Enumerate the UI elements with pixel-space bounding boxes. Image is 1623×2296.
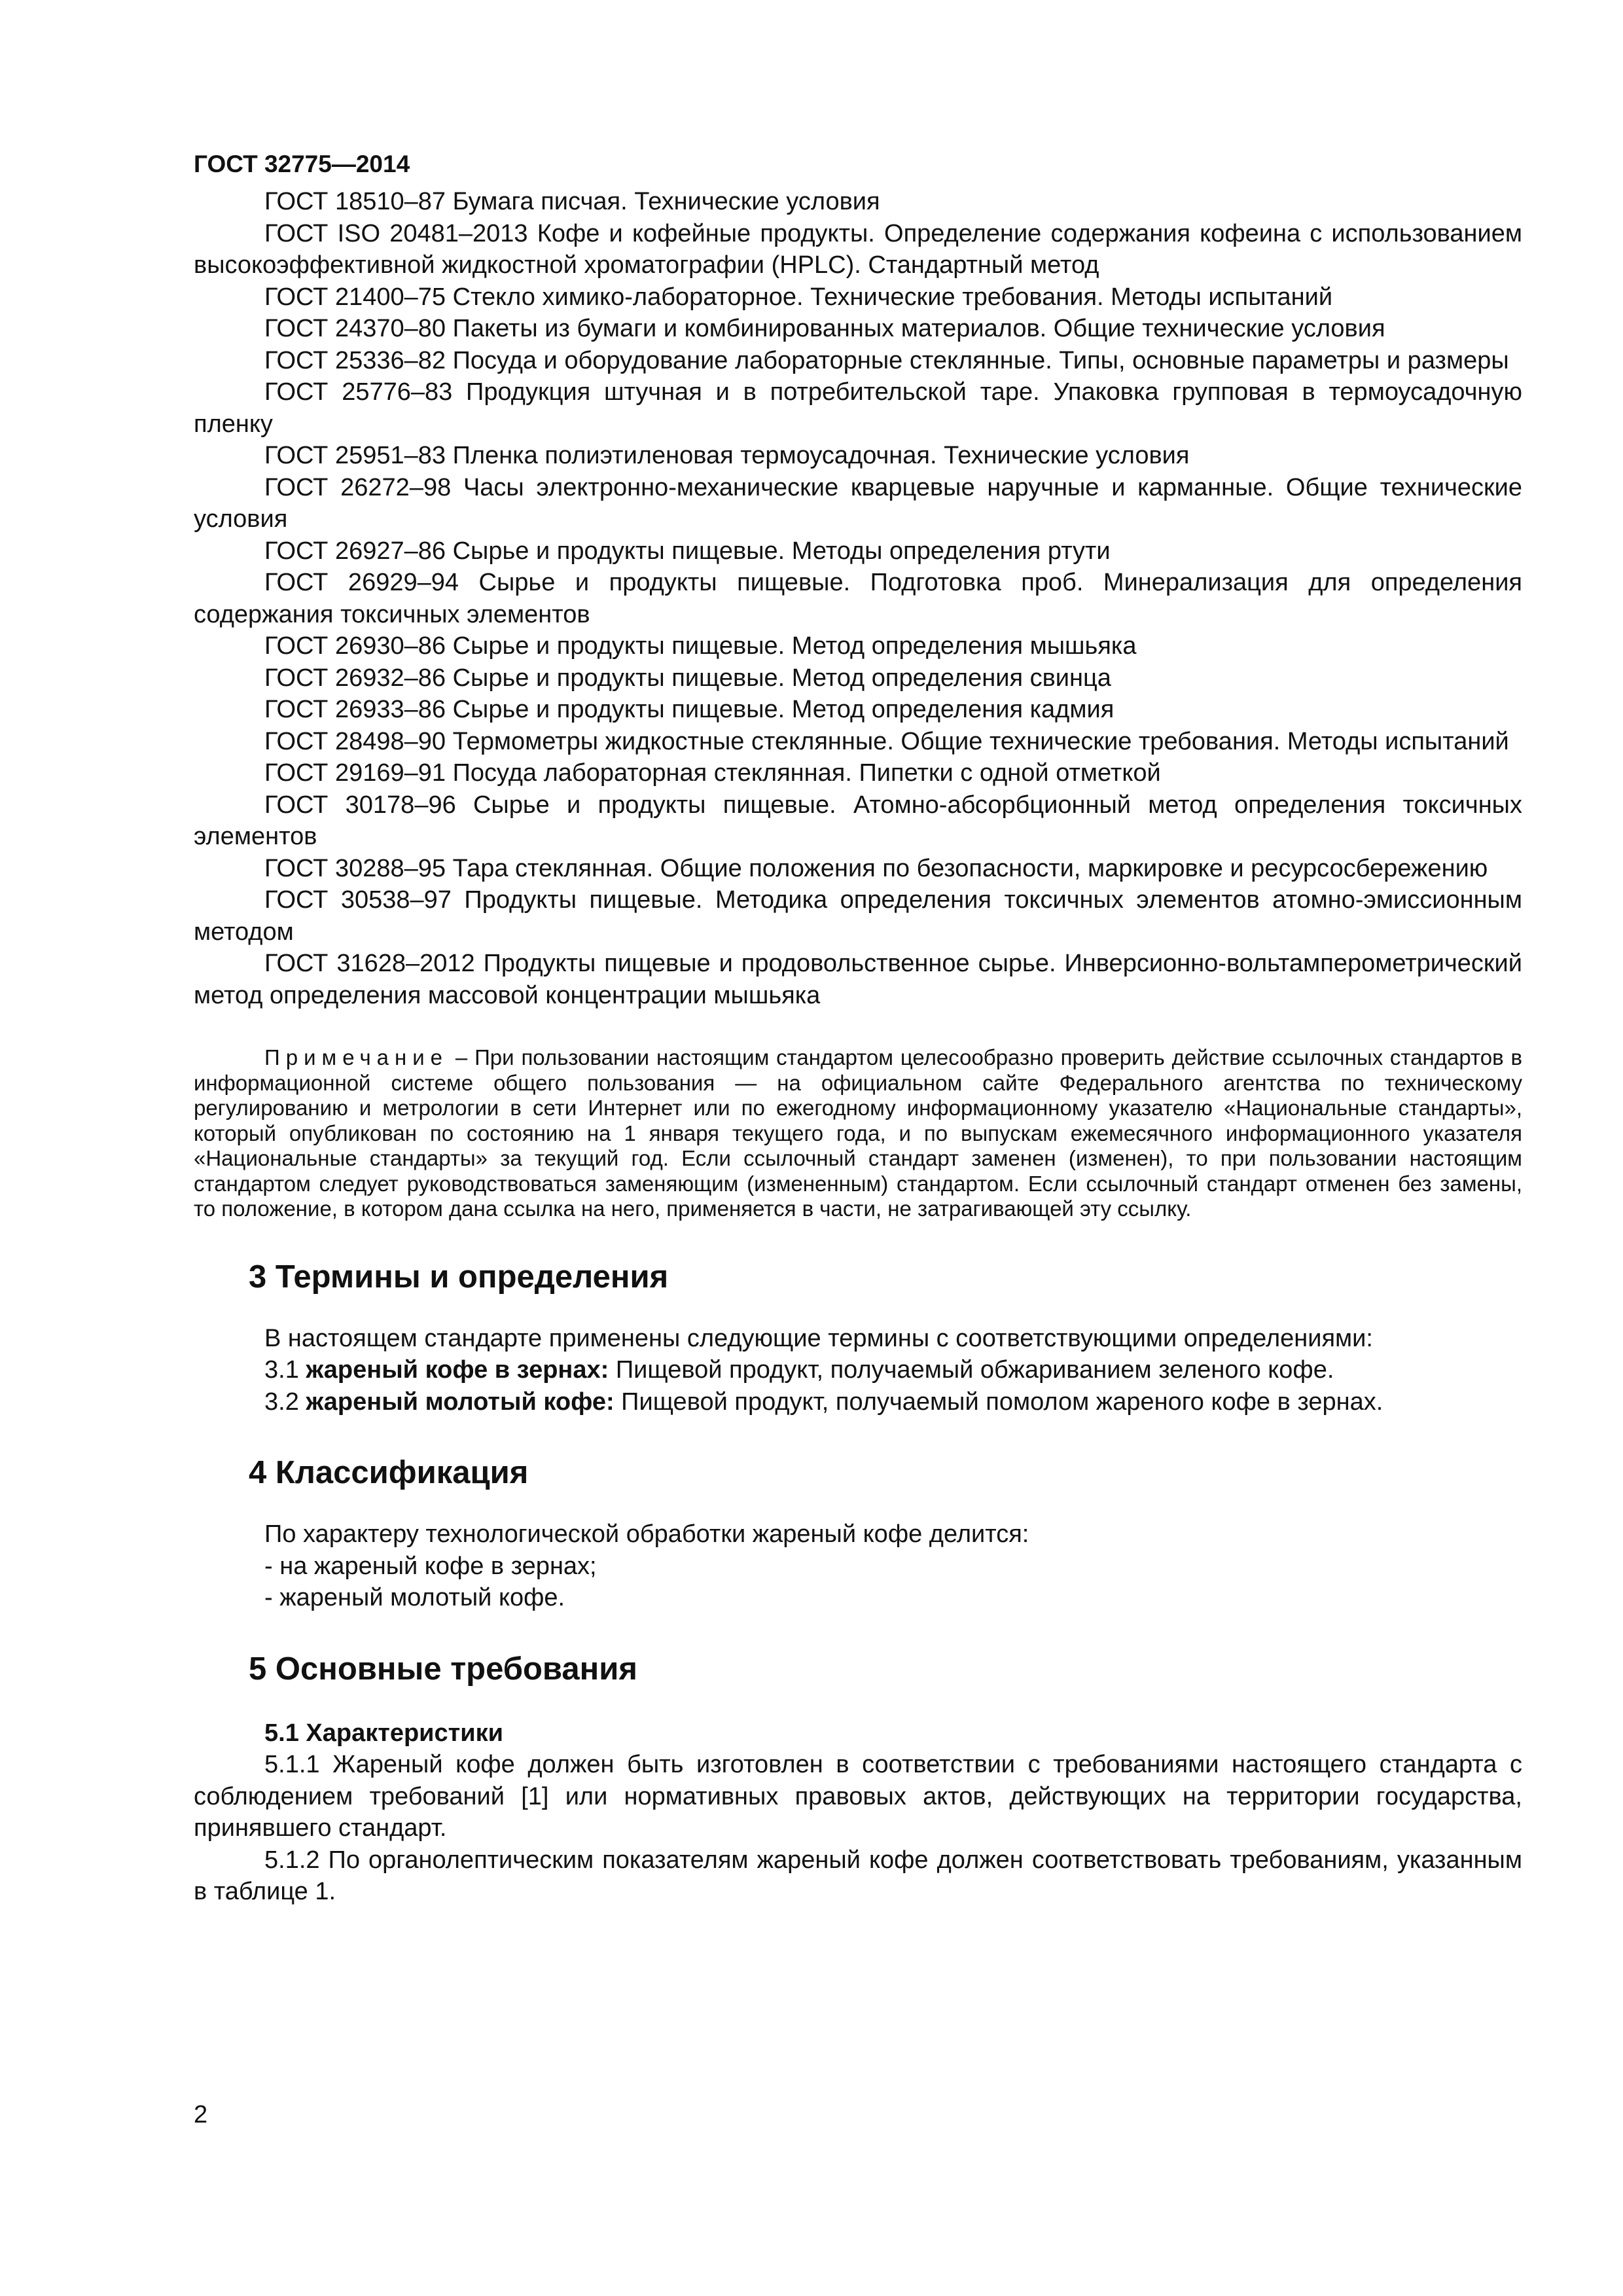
reference-item: ГОСТ 26930–86 Сырье и продукты пищевые. Метод определения мышьяка bbox=[264, 632, 1137, 660]
reference-item: ГОСТ 25336–82 Посуда и оборудование лабораторные стеклянные. Типы, основные параметры и размеры bbox=[264, 346, 1509, 374]
section-4-intro: По характеру технологической обработки жареный кофе делится: bbox=[264, 1520, 1029, 1548]
term-definition bbox=[264, 1386, 1522, 1418]
reference-item: ГОСТ 28498–90 Термометры жидкостные стеклянные. Общие технические требования. Методы испытаний bbox=[264, 727, 1509, 755]
term-definition bbox=[264, 1354, 1522, 1386]
reference-item: ГОСТ ISO 20481–2013 Кофе и кофейные продукты. Определение содержания кофеина с использованием высокоэффективной жидкостной хроматографии (HPLC). Стандартный метод bbox=[194, 219, 1522, 279]
term-name: жареный кофе в зернах: bbox=[306, 1356, 609, 1384]
document-code: ГОСТ 32775—2014 bbox=[194, 151, 410, 177]
section-5-title: 5 Основные требования bbox=[249, 1651, 637, 1687]
reference-item: ГОСТ 26929–94 Сырье и продукты пищевые. Подготовка проб. Минерализация для определения содержания токсичных элементов bbox=[194, 569, 1522, 628]
document-page bbox=[194, 151, 1522, 1908]
paragraph-5-1-2: 5.1.2 По органолептическим показателям жареный кофе должен соответствовать требованиям, указанным в таблице 1. bbox=[194, 1846, 1522, 1905]
section-4-title: 4 Классификация bbox=[249, 1455, 529, 1490]
term-text: Пищевой продукт, получаемый помолом жареного кофе в зернах. bbox=[614, 1388, 1383, 1416]
term-number: 3.2 bbox=[264, 1388, 306, 1416]
term-name: жареный молотый кофе: bbox=[306, 1388, 615, 1416]
section-3-title: 3 Термины и определения bbox=[249, 1259, 669, 1295]
reference-item: ГОСТ 31628–2012 Продукты пищевые и продовольственное сырье. Инверсионно-вольтамперометрический метод определения массовой концентрации мышьяка bbox=[194, 950, 1522, 1009]
reference-item: ГОСТ 24370–80 Пакеты из бумаги и комбинированных материалов. Общие технические условия bbox=[264, 315, 1385, 342]
reference-item: ГОСТ 30288–95 Тара стеклянная. Общие положения по безопасности, маркировке и ресурсосбережению bbox=[264, 854, 1488, 882]
classification-item: - жареный молотый кофе. bbox=[264, 1584, 565, 1611]
reference-item: ГОСТ 25951–83 Пленка полиэтиленовая термоусадочная. Технические условия bbox=[264, 442, 1190, 469]
reference-item: ГОСТ 29169–91 Посуда лабораторная стеклянная. Пипетки с одной отметкой bbox=[264, 759, 1161, 787]
page-number: 2 bbox=[194, 2101, 208, 2128]
reference-item: ГОСТ 26932–86 Сырье и продукты пищевые. Метод определения свинца bbox=[264, 664, 1111, 692]
classification-item: - на жареный кофе в зернах; bbox=[264, 1552, 597, 1580]
reference-item: ГОСТ 26272–98 Часы электронно-механические кварцевые наручные и карманные. Общие технические условия bbox=[194, 473, 1522, 533]
note-paragraph bbox=[194, 1045, 1522, 1222]
normative-references-list bbox=[194, 186, 1522, 1011]
note-text: – При пользовании настоящим стандартом целесообразно проверить действие ссылочных стандартов в информационной системе общего пользования — на официальном сайте Федерального агентства по техническому регулированию и метрологии в сети Интернет или по ежегодному информационному указателю «Национальные стандарты», который опубликован по состоянию на 1 января текущего года, и по выпускам ежемесячного информационного указателя «Национальные стандарты» за текущий год. Если ссылочный стандарт заменен (изменен), то при пользовании настоящим стандартом следует руководствоваться заменяющим (измененным) стандартом. Если ссылочный стандарт отменен без замены, то положение, в котором дана ссылка на него, применяется в части, не затрагивающей эту ссылку. bbox=[194, 1045, 1522, 1221]
reference-item: ГОСТ 25776–83 Продукция штучная и в потребительской таре. Упаковка групповая в термоусадочную пленку bbox=[194, 378, 1522, 438]
section-3-intro: В настоящем стандарте применены следующие термины с соответствующими определениями: bbox=[264, 1324, 1373, 1352]
reference-item: ГОСТ 18510–87 Бумага писчая. Технические условия bbox=[264, 188, 880, 215]
subsection-5-1-title: 5.1 Характеристики bbox=[264, 1719, 504, 1747]
reference-item: ГОСТ 30178–96 Сырье и продукты пищевые. Атомно-абсорбционный метод определения токсичных элементов bbox=[194, 791, 1522, 850]
reference-item: ГОСТ 21400–75 Стекло химико-лабораторное. Технические требования. Методы испытаний bbox=[264, 283, 1333, 311]
term-text: Пищевой продукт, получаемый обжариванием зеленого кофе. bbox=[609, 1356, 1334, 1384]
paragraph-5-1-1: 5.1.1 Жареный кофе должен быть изготовлен в соответствии с требованиями настоящего стандарта с соблюдением требований [1] или нормативных правовых актов, действующих на территории государства, принявшего стандарт. bbox=[194, 1751, 1522, 1842]
reference-item: ГОСТ 30538–97 Продукты пищевые. Методика определения токсичных элементов атомно-эмиссионным методом bbox=[194, 886, 1522, 946]
term-number: 3.1 bbox=[264, 1356, 306, 1384]
reference-item: ГОСТ 26927–86 Сырье и продукты пищевые. Методы определения ртути bbox=[264, 537, 1111, 565]
reference-item: ГОСТ 26933–86 Сырье и продукты пищевые. Метод определения кадмия bbox=[264, 696, 1115, 723]
note-label: Примечание bbox=[264, 1045, 449, 1069]
